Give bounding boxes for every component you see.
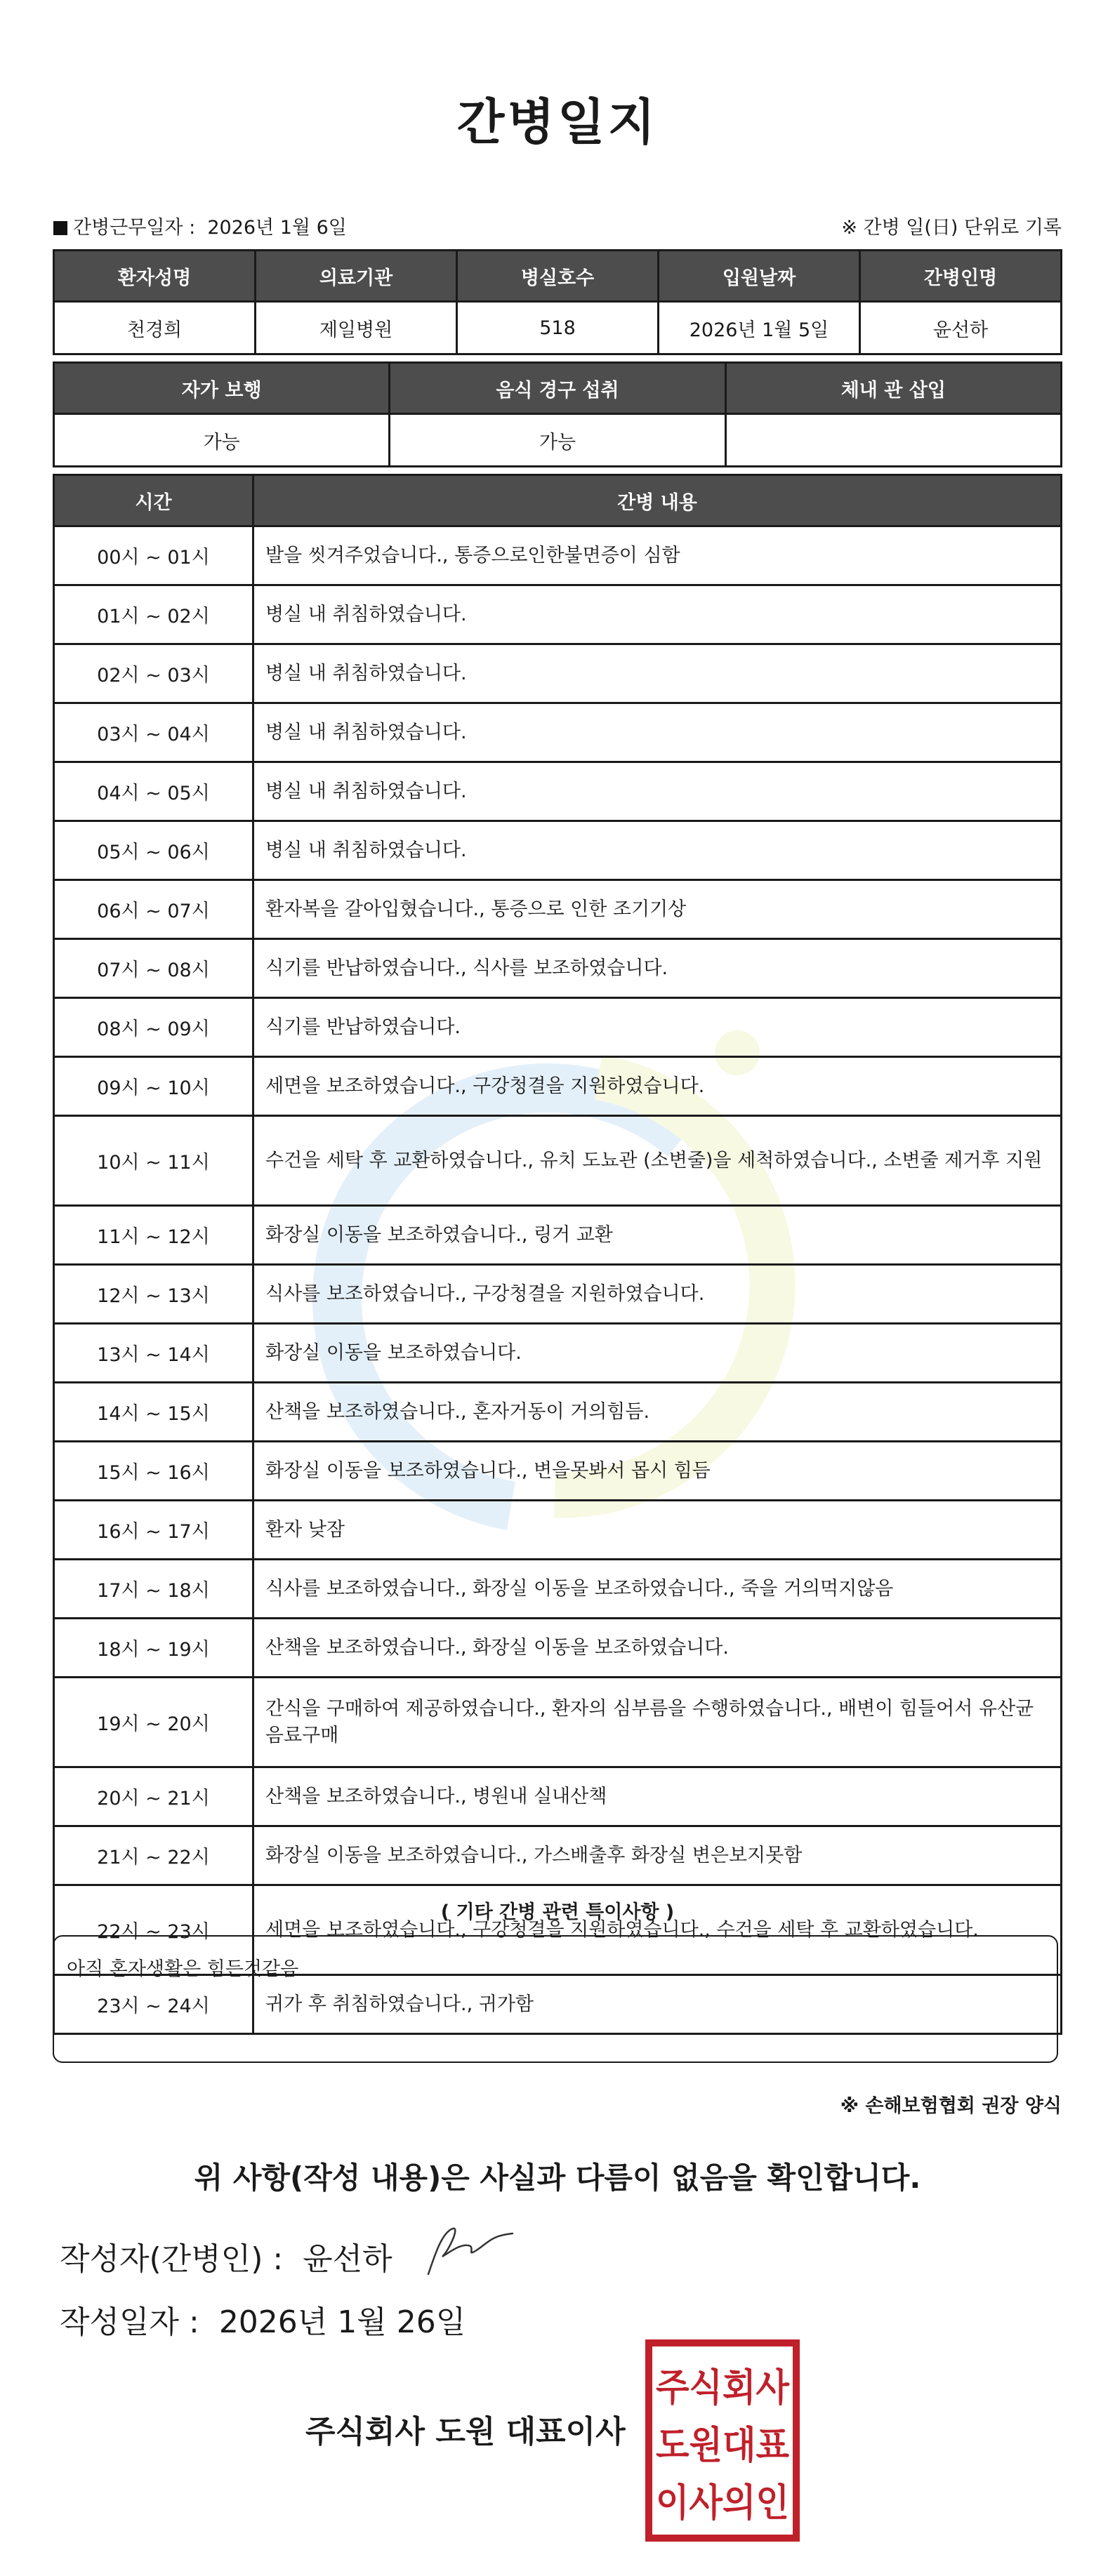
log-content-cell: 식기를 반납하였습니다., 식사를 보조하였습니다. <box>253 939 1062 998</box>
self-walking-value: 가능 <box>54 414 390 467</box>
company-representative: 주식회사 도원 대표이사 <box>305 2414 626 2450</box>
log-content-cell: 산책을 보조하였습니다., 병원내 실내산책 <box>253 1767 1062 1826</box>
patient-info-header-row <box>54 251 1062 302</box>
hospital-name: 제일병원 <box>256 302 457 354</box>
care-log-row <box>54 939 1062 998</box>
care-log-row <box>54 1678 1062 1767</box>
log-time-cell: 06시 ~ 07시 <box>54 880 253 939</box>
special-notes-box <box>53 1935 1058 2063</box>
written-date-line <box>60 2297 466 2342</box>
work-date-value: 2026년 1월 6일 <box>207 217 347 239</box>
log-content-cell: 병실 내 취침하였습니다. <box>253 644 1062 703</box>
care-log-row <box>54 1826 1062 1885</box>
care-log-row <box>54 1324 1062 1383</box>
special-notes-title: ( 기타 간병 관련 특이사항 ) <box>440 1901 675 1923</box>
header-hospital: 의료기관 <box>256 251 457 302</box>
log-time-cell: 00시 ~ 01시 <box>54 526 253 585</box>
log-content-cell: 병실 내 취침하였습니다. <box>253 703 1062 762</box>
care-log-body <box>54 526 1062 2034</box>
header-care-content: 간병 내용 <box>253 475 1062 526</box>
log-content-cell: 환자 낮잠 <box>253 1501 1062 1560</box>
log-content-cell: 병실 내 취침하였습니다. <box>253 585 1062 644</box>
patient-name: 천경희 <box>54 302 256 354</box>
log-content-cell: 병실 내 취침하였습니다. <box>253 762 1062 821</box>
log-time-cell: 08시 ~ 09시 <box>54 998 253 1057</box>
care-log-row <box>54 880 1062 939</box>
log-time-cell: 14시 ~ 15시 <box>54 1383 253 1442</box>
care-log-row <box>54 1265 1062 1324</box>
confirmation-statement: 위 사항(작성 내용)은 사실과 다름이 없음을 확인합니다. <box>194 2160 921 2195</box>
log-time-cell: 18시 ~ 19시 <box>54 1619 253 1678</box>
care-log-row <box>54 585 1062 644</box>
caregiver-name: 윤선하 <box>860 302 1062 354</box>
log-content-cell: 귀가 후 취침하였습니다., 귀가함 <box>253 1975 1062 2034</box>
care-log-row <box>54 998 1062 1057</box>
care-log-row <box>54 762 1062 821</box>
writer-line <box>60 2233 392 2278</box>
log-content-cell: 발을 씻겨주었습니다., 통증으로인한불면증이 심함 <box>253 526 1062 585</box>
log-content-cell: 식사를 보조하였습니다., 화장실 이동을 보조하였습니다., 죽을 거의먹지않음 <box>253 1560 1062 1619</box>
log-time-cell: 02시 ~ 03시 <box>54 644 253 703</box>
care-log-row <box>54 703 1062 762</box>
log-time-cell: 07시 ~ 08시 <box>54 939 253 998</box>
header-time: 시간 <box>54 475 253 526</box>
care-log-row <box>54 1767 1062 1826</box>
log-time-cell: 11시 ~ 12시 <box>54 1206 253 1265</box>
writer-name: 윤선하 <box>303 2241 392 2277</box>
header-admission-date: 입원날짜 <box>659 251 860 302</box>
log-time-cell: 05시 ~ 06시 <box>54 821 253 880</box>
care-log-header-row <box>54 475 1062 526</box>
patient-info-table <box>53 249 1062 355</box>
care-log-row <box>54 644 1062 703</box>
log-content-cell: 화장실 이동을 보조하였습니다. <box>253 1324 1062 1383</box>
care-log-row <box>54 1206 1062 1265</box>
care-log-row <box>54 1560 1062 1619</box>
handwritten-signature <box>421 2218 520 2281</box>
care-log-row <box>54 1501 1062 1560</box>
header-room-number: 병실호수 <box>457 251 659 302</box>
patient-ability-table <box>53 361 1062 467</box>
care-log-row <box>54 1383 1062 1442</box>
log-time-cell: 22시 ~ 23시 <box>54 1885 253 1975</box>
ability-header-row <box>54 363 1062 414</box>
header-self-walking: 자가 보행 <box>54 363 390 414</box>
special-notes-text: 아직 혼자생활은 힘든것같음 <box>67 1958 299 1980</box>
care-log-row <box>54 821 1062 880</box>
written-date-value: 2026년 1월 26일 <box>218 2304 466 2340</box>
log-content-cell: 화장실 이동을 보조하였습니다., 변을못봐서 몹시 힘듬 <box>253 1442 1062 1501</box>
care-log-row <box>54 1442 1062 1501</box>
log-time-cell: 17시 ~ 18시 <box>54 1560 253 1619</box>
log-time-cell: 15시 ~ 16시 <box>54 1442 253 1501</box>
log-content-cell: 화장실 이동을 보조하였습니다., 링거 교환 <box>253 1206 1062 1265</box>
log-time-cell: 16시 ~ 17시 <box>54 1501 253 1560</box>
log-time-cell: 04시 ~ 05시 <box>54 762 253 821</box>
log-content-cell: 산책을 보조하였습니다., 혼자거동이 거의힘듬. <box>253 1383 1062 1442</box>
log-content-cell: 환자복을 갈아입혔습니다., 통증으로 인한 조기기상 <box>253 880 1062 939</box>
log-content-cell: 병실 내 취침하였습니다. <box>253 821 1062 880</box>
log-content-cell: 수건을 세탁 후 교환하였습니다., 유치 도뇨관 (소변줄)을 세척하였습니다., 소변줄 제거후 지원 <box>253 1116 1062 1206</box>
oral-intake-value: 가능 <box>390 414 725 467</box>
care-log-row <box>54 526 1062 585</box>
seal-line-1: 주식회사 <box>656 2365 790 2410</box>
log-content-cell: 화장실 이동을 보조하였습니다., 가스배출후 화장실 변은보지못함 <box>253 1826 1062 1885</box>
room-number: 518 <box>457 302 659 354</box>
log-time-cell: 21시 ~ 22시 <box>54 1826 253 1885</box>
log-content-cell: 식기를 반납하였습니다. <box>253 998 1062 1057</box>
page-title: 간병일지 <box>456 93 659 151</box>
log-content-cell: 세면을 보조하였습니다., 구강청결을 지원하였습니다. <box>253 1057 1062 1116</box>
record-unit-note: ※ 간병 일(日) 단위로 기록 <box>841 217 1062 239</box>
log-time-cell: 20시 ~ 21시 <box>54 1767 253 1826</box>
log-time-cell: 12시 ~ 13시 <box>54 1265 253 1324</box>
log-time-cell: 09시 ~ 10시 <box>54 1057 253 1116</box>
care-log-row <box>54 1116 1062 1206</box>
log-time-cell: 13시 ~ 14시 <box>54 1324 253 1383</box>
ability-value-row <box>54 414 1062 467</box>
log-time-cell: 10시 ~ 11시 <box>54 1116 253 1206</box>
header-caregiver-name: 간병인명 <box>860 251 1062 302</box>
form-source-note: ※ 손해보험협회 권장 양식 <box>840 2095 1062 2117</box>
work-date-label: 간병근무일자 : <box>73 217 196 239</box>
header-tube-insertion: 체내 관 삽입 <box>725 363 1061 414</box>
writer-label: 작성자(간병인) : <box>60 2241 284 2277</box>
header-patient-name: 환자성명 <box>54 251 256 302</box>
patient-info-value-row <box>54 302 1062 354</box>
seal-line-2: 도원대표 <box>656 2422 789 2467</box>
log-time-cell: 03시 ~ 04시 <box>54 703 253 762</box>
work-date-line <box>53 212 347 239</box>
seal-line-3: 이사의인 <box>656 2480 789 2525</box>
log-content-cell: 산책을 보조하였습니다., 화장실 이동을 보조하였습니다. <box>253 1619 1062 1678</box>
log-content-cell: 간식을 구매하여 제공하였습니다., 환자의 심부름을 수행하였습니다., 배변이 힘들어서 유산균음료구매 <box>253 1678 1062 1767</box>
care-log-row <box>54 1057 1062 1116</box>
log-time-cell: 19시 ~ 20시 <box>54 1678 253 1767</box>
log-time-cell: 23시 ~ 24시 <box>54 1975 253 2034</box>
company-seal-stamp <box>645 2339 800 2542</box>
log-content-cell: 식사를 보조하였습니다., 구강청결을 지원하였습니다. <box>253 1265 1062 1324</box>
log-content-cell: 세면을 보조하였습니다., 구강청결을 지원하였습니다., 수건을 세탁 후 교환하였습니다. <box>253 1885 1062 1975</box>
written-date-label: 작성일자 : <box>60 2304 199 2340</box>
tube-insertion-value <box>725 414 1061 467</box>
log-time-cell: 01시 ~ 02시 <box>54 585 253 644</box>
header-oral-intake: 음식 경구 섭취 <box>390 363 725 414</box>
admission-date: 2026년 1월 5일 <box>659 302 860 354</box>
square-bullet-icon <box>53 221 67 235</box>
care-log-row <box>54 1619 1062 1678</box>
care-log-table <box>53 474 1062 2035</box>
